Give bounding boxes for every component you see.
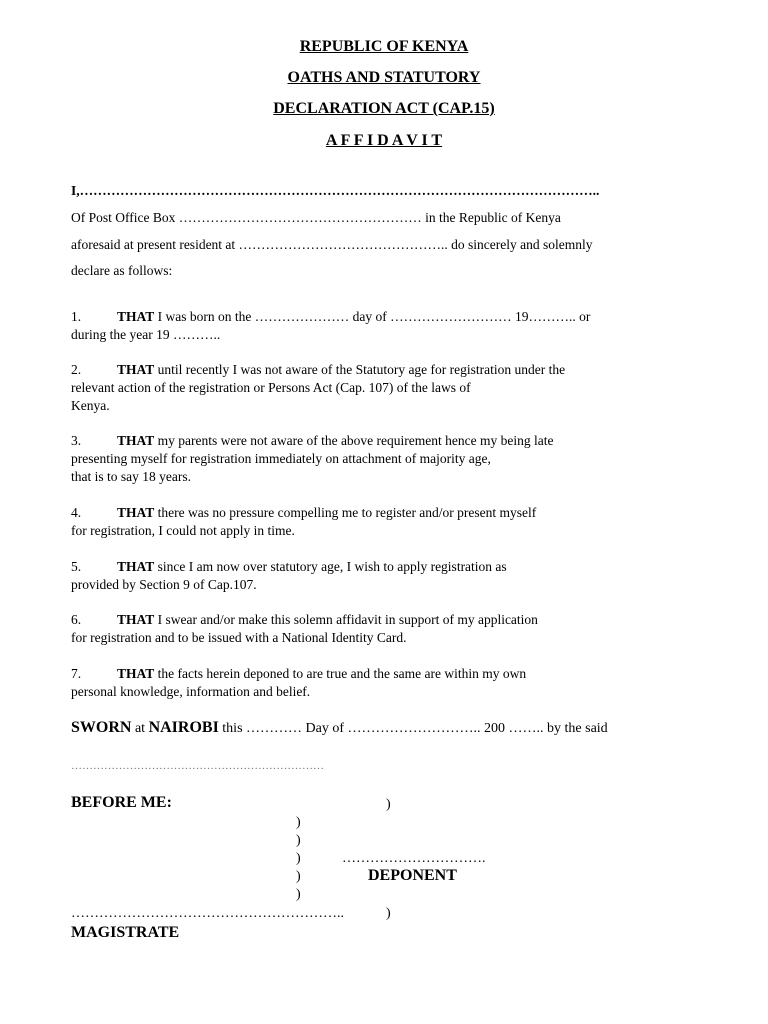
- magistrate-signature-dots: …………………………………………………..: [71, 906, 344, 921]
- clause-number: 3.: [71, 433, 82, 448]
- clause-text-line1: the facts herein deponed to are true and the same are within my own: [157, 666, 527, 681]
- clause-text-line1: I was born on the ………………… day of ……………………… 19……….. or: [157, 309, 591, 324]
- clause-that: THAT: [117, 433, 155, 448]
- clause-text-line2: during the year 19 ………..: [71, 327, 221, 342]
- clause-text-line2: relevant action of the registration or Persons Act (Cap. 107) of the laws of: [71, 380, 471, 395]
- clause-that: THAT: [117, 362, 155, 377]
- deponent-signature-dots: ………………………….: [342, 851, 486, 866]
- sworn-place: NAIROBI: [148, 719, 219, 736]
- sworn-dotted-line: ……………………………………………………………: [71, 760, 324, 772]
- clause-text-line2: presenting myself for registration immediately on attachment of majority age,: [71, 451, 491, 466]
- header-republic: REPUBLIC OF KENYA: [299, 38, 469, 55]
- clause-text-line1: my parents were not aware of the above requirement hence my being late: [157, 433, 554, 448]
- intro-po-box-line: Of Post Office Box ……………………………………………… in the Republic of Kenya: [71, 210, 561, 225]
- header-affidavit: A F F I D A V I T: [325, 132, 443, 149]
- header-declaration-act: DECLARATION ACT (CAP.15): [273, 100, 495, 117]
- clause-that: THAT: [117, 505, 155, 520]
- clause-2: [71, 361, 565, 415]
- paren: ): [386, 797, 391, 812]
- clause-text-line3: that is to say 18 years.: [71, 469, 191, 484]
- deponent-label: DEPONENT: [368, 867, 457, 884]
- clause-that: THAT: [117, 666, 155, 681]
- clause-5: [71, 558, 507, 594]
- clause-1: [71, 308, 590, 344]
- sworn-at: at: [134, 721, 146, 736]
- clause-6: [71, 611, 538, 647]
- clause-text-line3: Kenya.: [71, 398, 110, 413]
- clause-that: THAT: [117, 559, 155, 574]
- header-oaths: OATHS AND STATUTORY: [287, 69, 481, 86]
- intro-residence-line: aforesaid at present resident at ……………………………………….. do sincerely and solemnly: [71, 237, 593, 252]
- clause-text-line1: until recently I was not aware of the Statutory age for registration under the: [157, 362, 566, 377]
- clause-4: [71, 504, 536, 540]
- clause-number: 6.: [71, 612, 82, 627]
- before-me-label: BEFORE ME:: [71, 794, 172, 811]
- paren: ): [296, 851, 301, 866]
- clause-number: 1.: [71, 309, 82, 324]
- sworn-rest: this ………… Day of ……………………….. 200 …….. by the said: [222, 721, 608, 736]
- clause-text-line2: for registration, I could not apply in time.: [71, 523, 295, 538]
- clause-7: [71, 665, 526, 701]
- paren: ): [296, 815, 301, 830]
- clause-that: THAT: [117, 612, 155, 627]
- paren: ): [296, 833, 301, 848]
- clause-number: 2.: [71, 362, 82, 377]
- magistrate-label: MAGISTRATE: [71, 924, 180, 941]
- sworn-word: SWORN: [71, 719, 132, 736]
- clause-text-line1: since I am now over statutory age, I wish to apply registration as: [157, 559, 507, 574]
- clause-text-line2: for registration and to be issued with a National Identity Card.: [71, 630, 407, 645]
- clause-text-line2: provided by Section 9 of Cap.107.: [71, 577, 257, 592]
- paren: ): [296, 869, 301, 884]
- clause-number: 5.: [71, 559, 82, 574]
- clause-number: 4.: [71, 505, 82, 520]
- clause-3: [71, 432, 553, 486]
- clause-number: 7.: [71, 666, 82, 681]
- clause-that: THAT: [117, 309, 155, 324]
- sworn-line: [71, 719, 608, 737]
- clause-text-line2: personal knowledge, information and belief.: [71, 684, 311, 699]
- clause-text-line1: there was no pressure compelling me to register and/or present myself: [157, 505, 537, 520]
- clause-text-line1: I swear and/or make this solemn affidavit in support of my application: [157, 612, 538, 627]
- intro-name-line: I,……………………………………………………………………………………………………..: [71, 183, 600, 198]
- intro-declare-line: declare as follows:: [71, 263, 173, 278]
- paren: ): [386, 906, 391, 921]
- paren: ): [296, 887, 301, 902]
